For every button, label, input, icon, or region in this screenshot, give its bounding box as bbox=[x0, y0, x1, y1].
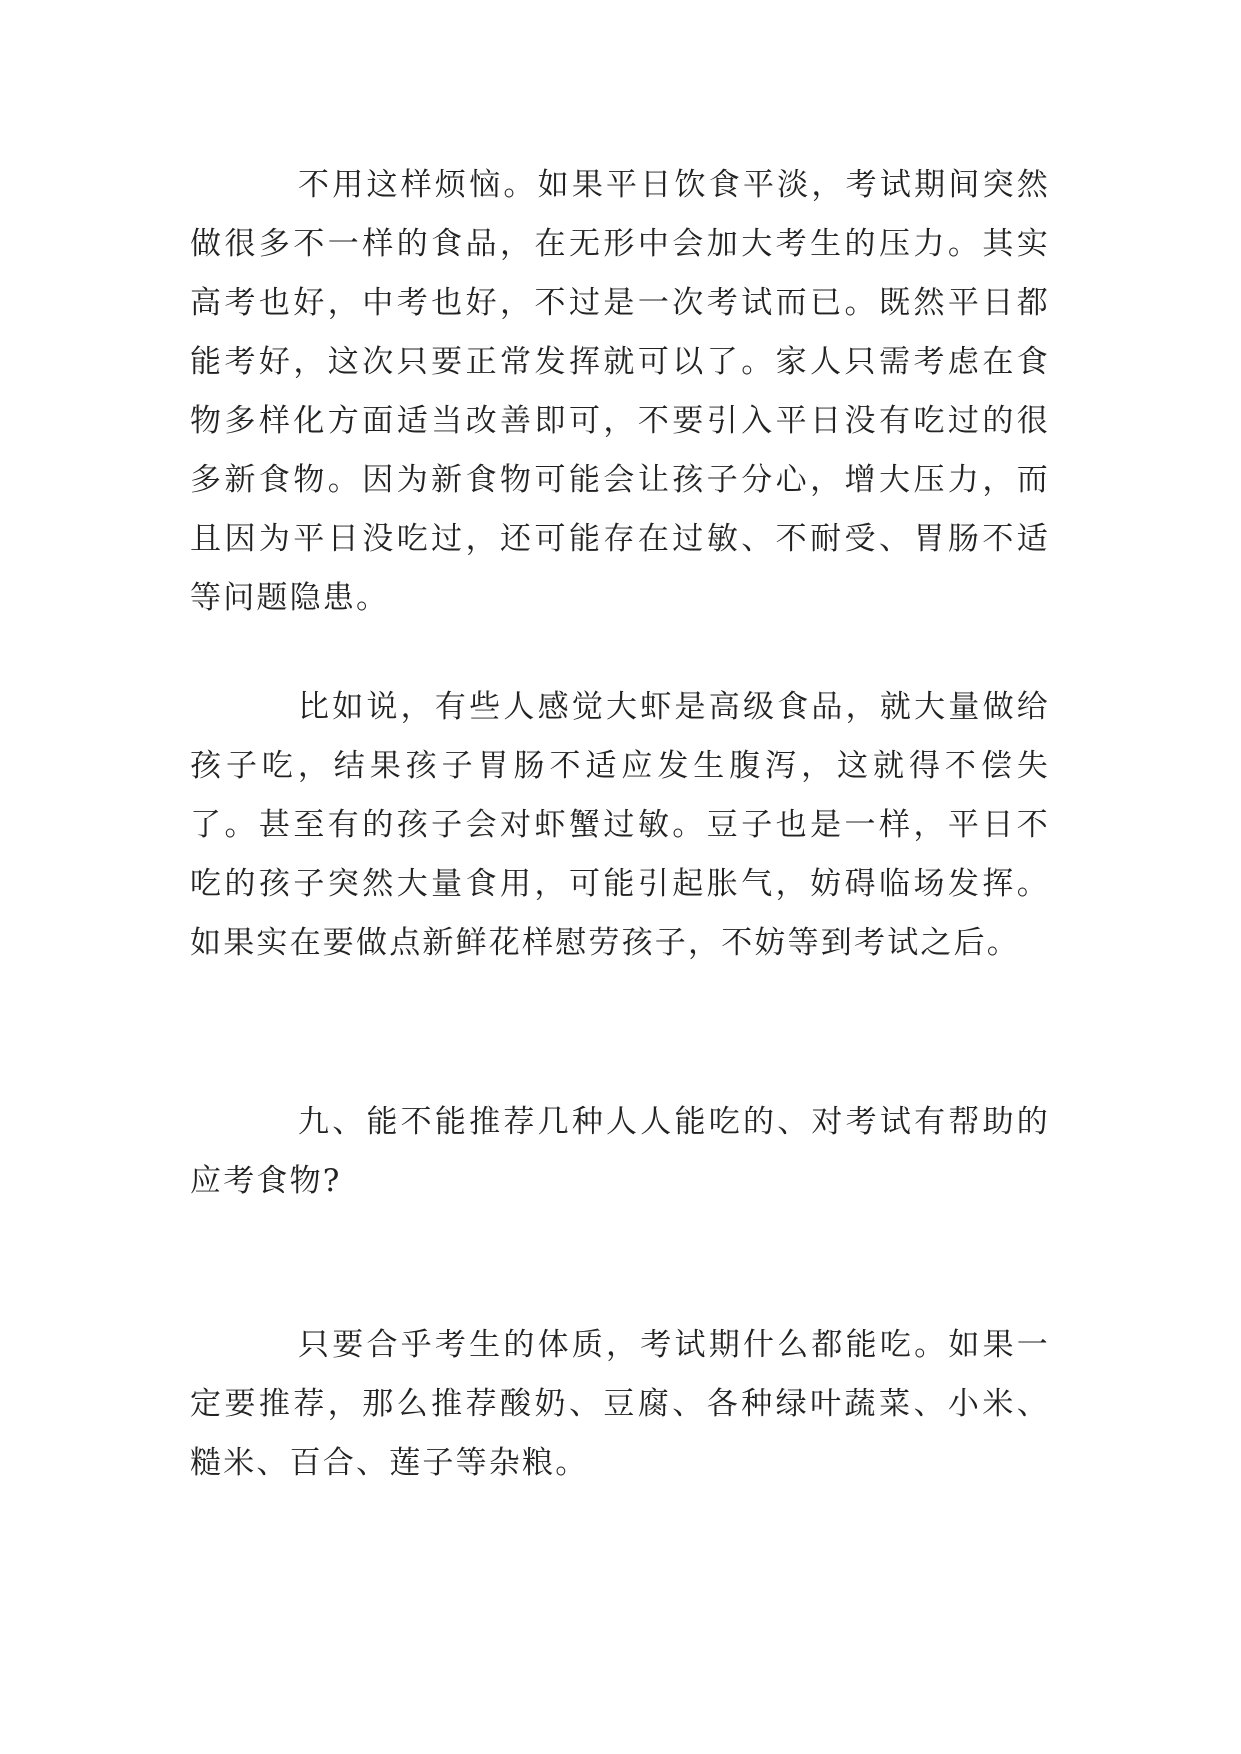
paragraph-exam-diet-worry: 不用这样烦恼。如果平日饮食平淡，考试期间突然做很多不一样的食品，在无形中会加大考生的压力。其实高考也好，中考也好，不过是一次考试而已。既然平日都能考好，这次只要正常发挥就可以了。家人只需考虑在食物多样化方面适当改善即可，不要引入平日没有吃过的很多新食物。因为新食物可能会让孩子分心，增大压力，而且因为平日没吃过，还可能存在过敏、不耐受、胃肠不适等问题隐患。 bbox=[190, 167, 1050, 616]
paragraph-new-food-example: 比如说，有些人感觉大虾是高级食品，就大量做给孩子吃，结果孩子胃肠不适应发生腹泻，这就得不偿失了。甚至有的孩子会对虾蟹过敏。豆子也是一样，平日不吃的孩子突然大量食用，可能引起胀气，妨碍临场发挥。如果实在要做点新鲜花样慰劳孩子，不妨等到考试之后。 bbox=[190, 689, 1050, 961]
question-heading-nine: 九、能不能推荐几种人人能吃的、对考试有帮助的应考食物? bbox=[190, 1104, 1050, 1199]
paragraph-recommended-foods: 只要合乎考生的体质，考试期什么都能吃。如果一定要推荐，那么推荐酸奶、豆腐、各种绿叶蔬菜、小米、糙米、百合、莲子等杂粮。 bbox=[190, 1327, 1050, 1481]
